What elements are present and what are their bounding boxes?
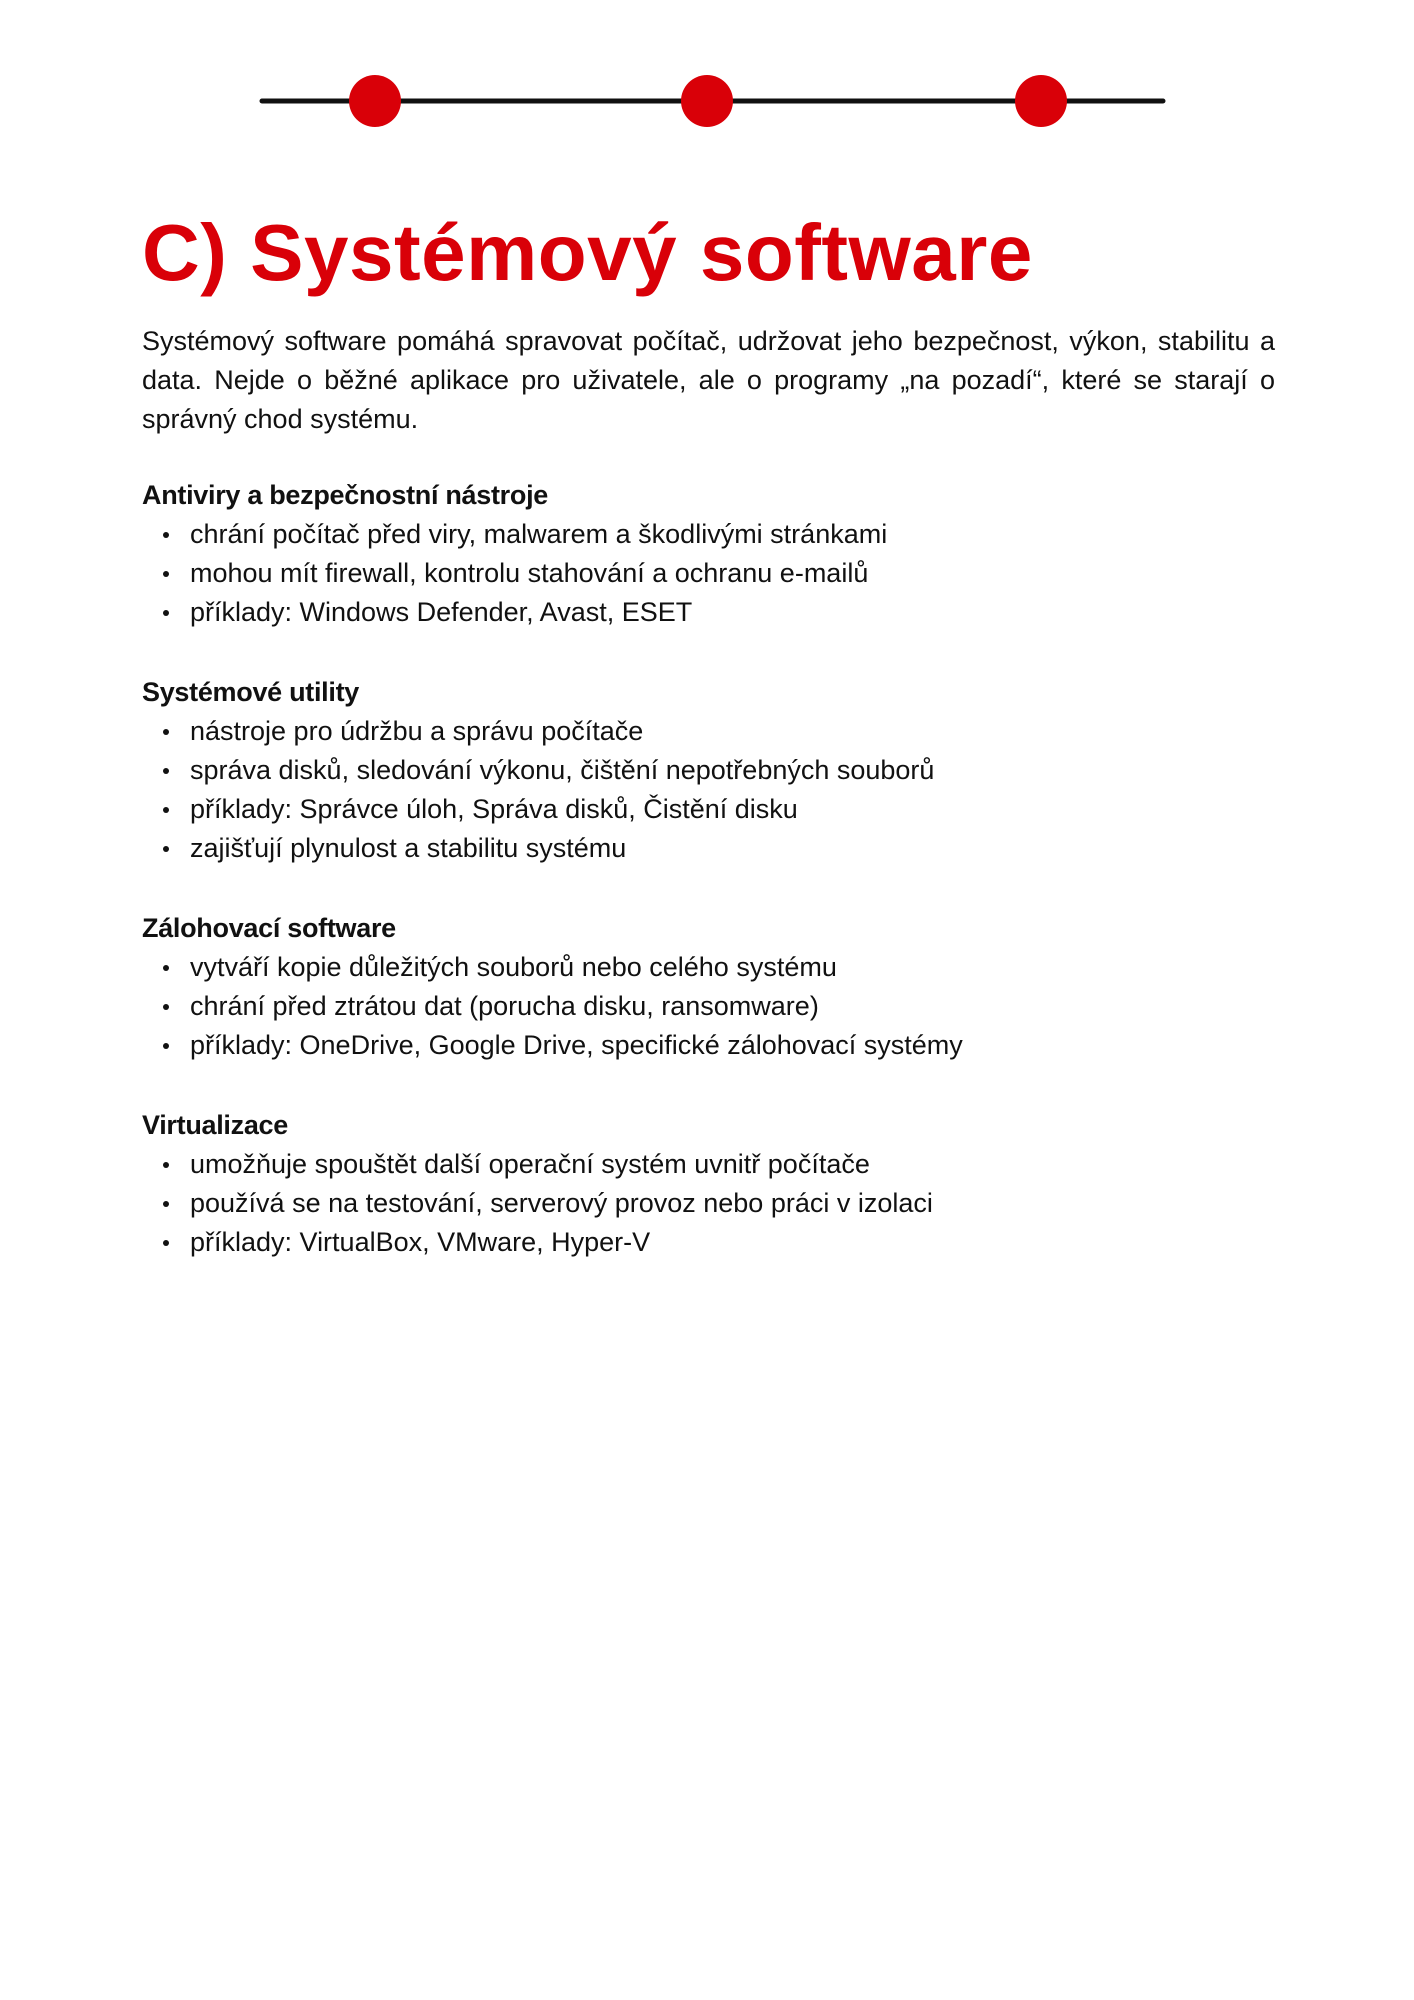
list-item-text: správa disků, sledování výkonu, čištění nepotřebných souborů [190,755,935,785]
section-backup-software [142,909,1275,1065]
list-item-text: příklady: Windows Defender, Avast, ESET [190,597,693,627]
list-item [142,948,1275,987]
bullet-icon [163,1240,169,1246]
list-item-text: umožňuje spouštět další operační systém uvnitř počítače [190,1149,870,1179]
section-heading: Zálohovací software [142,913,396,943]
list-item [142,790,1275,829]
section-heading: Systémové utility [142,677,359,707]
list-item-text: používá se na testování, serverový provoz nebo práci v izolaci [190,1188,933,1218]
list-item [142,987,1275,1026]
header-dot-left [349,75,401,127]
bullet-list [142,948,1275,1065]
bullet-icon [163,846,169,852]
list-item [142,1223,1275,1262]
intro-paragraph: Systémový software pomáhá spravovat počítač, udržovat jeho bezpečnost, výkon, stabilitu a data. Nejde o běžné aplikace pro uživatele, ale o programy „na pozadí“, které se starají o správný chod systému. [142,326,1275,434]
list-item [142,751,1275,790]
header-dot-center [681,75,733,127]
bullet-icon [163,1043,169,1049]
bullet-list [142,515,1275,632]
section-heading: Antiviry a bezpečnostní nástroje [142,480,548,510]
bullet-icon [163,610,169,616]
bullet-icon [163,807,169,813]
section-system-utilities [142,673,1275,868]
list-item-text: chrání před ztrátou dat (porucha disku, ransomware) [190,991,819,1021]
bullet-icon [163,729,169,735]
bullet-icon [163,768,169,774]
section-antivirus [142,476,1275,632]
header-decoration [0,0,1414,160]
page-title: C) Systémový software [142,208,1033,297]
section-virtualization [142,1106,1275,1262]
list-item [142,1184,1275,1223]
list-item-text: příklady: OneDrive, Google Drive, specifické zálohovací systémy [190,1030,963,1060]
list-item [142,712,1275,751]
header-dot-right [1015,75,1067,127]
list-item [142,593,1275,632]
list-item [142,829,1275,868]
list-item [142,1145,1275,1184]
bullet-icon [163,1004,169,1010]
list-item-text: příklady: VirtualBox, VMware, Hyper-V [190,1227,651,1257]
section-heading: Virtualizace [142,1110,288,1140]
list-item-text: vytváří kopie důležitých souborů nebo celého systému [190,952,837,982]
list-item-text: chrání počítač před viry, malwarem a škodlivými stránkami [190,519,888,549]
bullet-list [142,1145,1275,1262]
bullet-icon [163,965,169,971]
bullet-icon [163,1201,169,1207]
list-item-text: mohou mít firewall, kontrolu stahování a ochranu e-mailů [190,558,869,588]
list-item [142,515,1275,554]
list-item-text: zajišťují plynulost a stabilitu systému [190,833,627,863]
bullet-icon [163,571,169,577]
list-item [142,1026,1275,1065]
list-item-text: příklady: Správce úloh, Správa disků, Čistění disku [190,794,798,824]
list-item-text: nástroje pro údržbu a správu počítače [190,716,644,746]
bullet-icon [163,1162,169,1168]
bullet-list [142,712,1275,868]
bullet-icon [163,532,169,538]
list-item [142,554,1275,593]
